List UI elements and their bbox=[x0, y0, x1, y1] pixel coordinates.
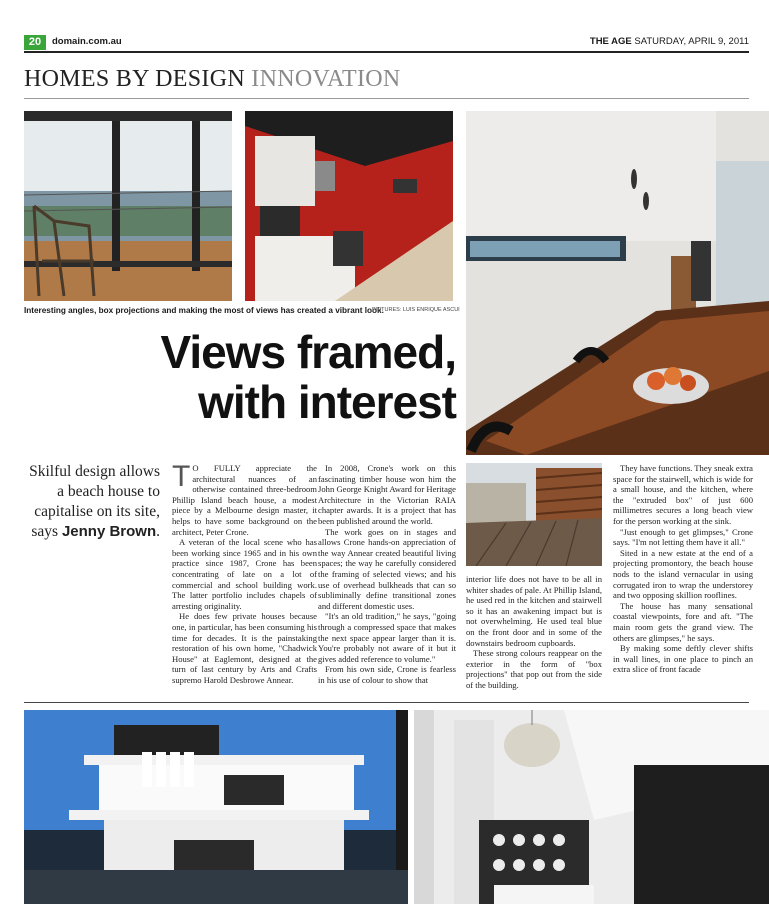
paragraph: Sited in a new estate at the end of a projecting promontory, the beach house nods to the island vernacular in using corrugated iron to wrap the understorey and two opposing skillion rooflines. bbox=[613, 547, 753, 601]
footer-rule bbox=[24, 702, 749, 703]
photo-balcony bbox=[24, 111, 232, 301]
page-number: 20 bbox=[24, 35, 46, 50]
photo-exterior bbox=[24, 710, 408, 904]
standfirst-text: Skilful design allows a beach house to capitalise on its site, says bbox=[29, 463, 160, 540]
article-column-3 bbox=[466, 574, 602, 691]
headline-line-1: Views framed, bbox=[160, 326, 456, 378]
paragraph: A veteran of the local scene who has been working since 1965 and in his own practice since 1987, Crone has been concentrating of late on a lot of commercial and school building work. The latter portfolio includes chapels of arresting originality. bbox=[172, 537, 317, 611]
section-title bbox=[24, 66, 401, 93]
section-main: HOMES BY DESIGN bbox=[24, 66, 245, 92]
article-column-2 bbox=[318, 463, 456, 685]
section-sub: INNOVATION bbox=[251, 66, 401, 92]
paragraph: The work goes on in stages and allows Crone hands-on appreciation of the way Annear created beautiful living spaces; the way he carefully considered the framing of selected views; and his use of overhead bulkheads that can so subliminally define transitional zones and different domestic uses. bbox=[318, 526, 456, 611]
paragraph: "Just enough to get glimpses," Crone says. "I'm not letting them have it all." bbox=[613, 526, 753, 548]
header-rule bbox=[24, 51, 749, 53]
paragraph: O FULLY appreciate the architectural nuances of an otherwise contained three-bedroom Phillip Island beach house, a modest piece by a Melbourne design master, it helps to have some background on the architect, Peter Crone. bbox=[172, 463, 317, 537]
paper-name: THE AGE bbox=[589, 36, 632, 47]
masthead bbox=[590, 36, 749, 47]
standfirst-period: . bbox=[156, 523, 160, 540]
headline-line-2: with interest bbox=[198, 376, 456, 428]
headline bbox=[24, 327, 456, 427]
paragraph: They have functions. They sneak extra space for the stairwell, which is wide for a small house, and the kitchen, where the "extruded box" of just 600 millimetres secures a long beach view for the person working at the sink. bbox=[613, 463, 753, 526]
paragraph: In 2008, Crone's work on this fascinating timber house won him the John George Knight Award for Heritage Architecture in the Victorian RAIA chapter awards. It is a project that has been published around the world. bbox=[318, 463, 456, 526]
article-column-4 bbox=[613, 463, 753, 675]
site-url: domain.com.au bbox=[52, 36, 122, 47]
paragraph: "It's an old tradition," he says, "going through a compressed space that makes the next space appear larger than it is. You're probably not aware of it but it gives added reference to volume." bbox=[318, 611, 456, 664]
section-rule bbox=[24, 98, 749, 99]
paragraph: These strong colours reappear on the exterior in the form of "box projections" that pop out from the side of the building. bbox=[466, 648, 602, 690]
paragraph: From his own side, Crone is fearless in his use of colour to show that bbox=[318, 664, 456, 685]
photo-kitchen bbox=[245, 111, 453, 301]
byline: Jenny Brown bbox=[61, 523, 157, 540]
paragraph: By making some deftly clever shifts in wall lines, in one place to pinch an extra slice of front facade bbox=[613, 643, 753, 675]
photo-credit: PICTURES: LUIS ENRIQUE ASCUI bbox=[372, 307, 460, 313]
paragraph: interior life does not have to be all in whiter shades of pale. At Phillip Island, he used red in the kitchen and stairwell so it has an awakening impact but is not overwhelming. He used teal blue on the front door and in some of the downstairs bedroom cupboards. bbox=[466, 574, 602, 648]
paragraph: The house has many sensational coastal viewpoints, fore and aft. "The main room gets the grand view. The others are glimpses," he says. bbox=[613, 600, 753, 643]
dropcap: T bbox=[172, 460, 191, 493]
issue-date: SATURDAY, APRIL 9, 2011 bbox=[634, 36, 749, 47]
photo-interior bbox=[414, 710, 769, 904]
photo-deck bbox=[466, 463, 602, 566]
article-column-1 bbox=[172, 460, 317, 685]
standfirst bbox=[24, 462, 160, 542]
photo-caption: Interesting angles, box projections and making the most of views has created a vibrant look. bbox=[24, 306, 384, 315]
paragraph: He does few private houses because one, in particular, has been consuming his time for decades. It is the painstaking restoration of his own home, "Chadwick House" at Eaglemont, designed at the turn of last century by Arts and Crafts supremo Harold Desbrowe Annear. bbox=[172, 611, 317, 685]
photo-dining bbox=[466, 111, 769, 455]
